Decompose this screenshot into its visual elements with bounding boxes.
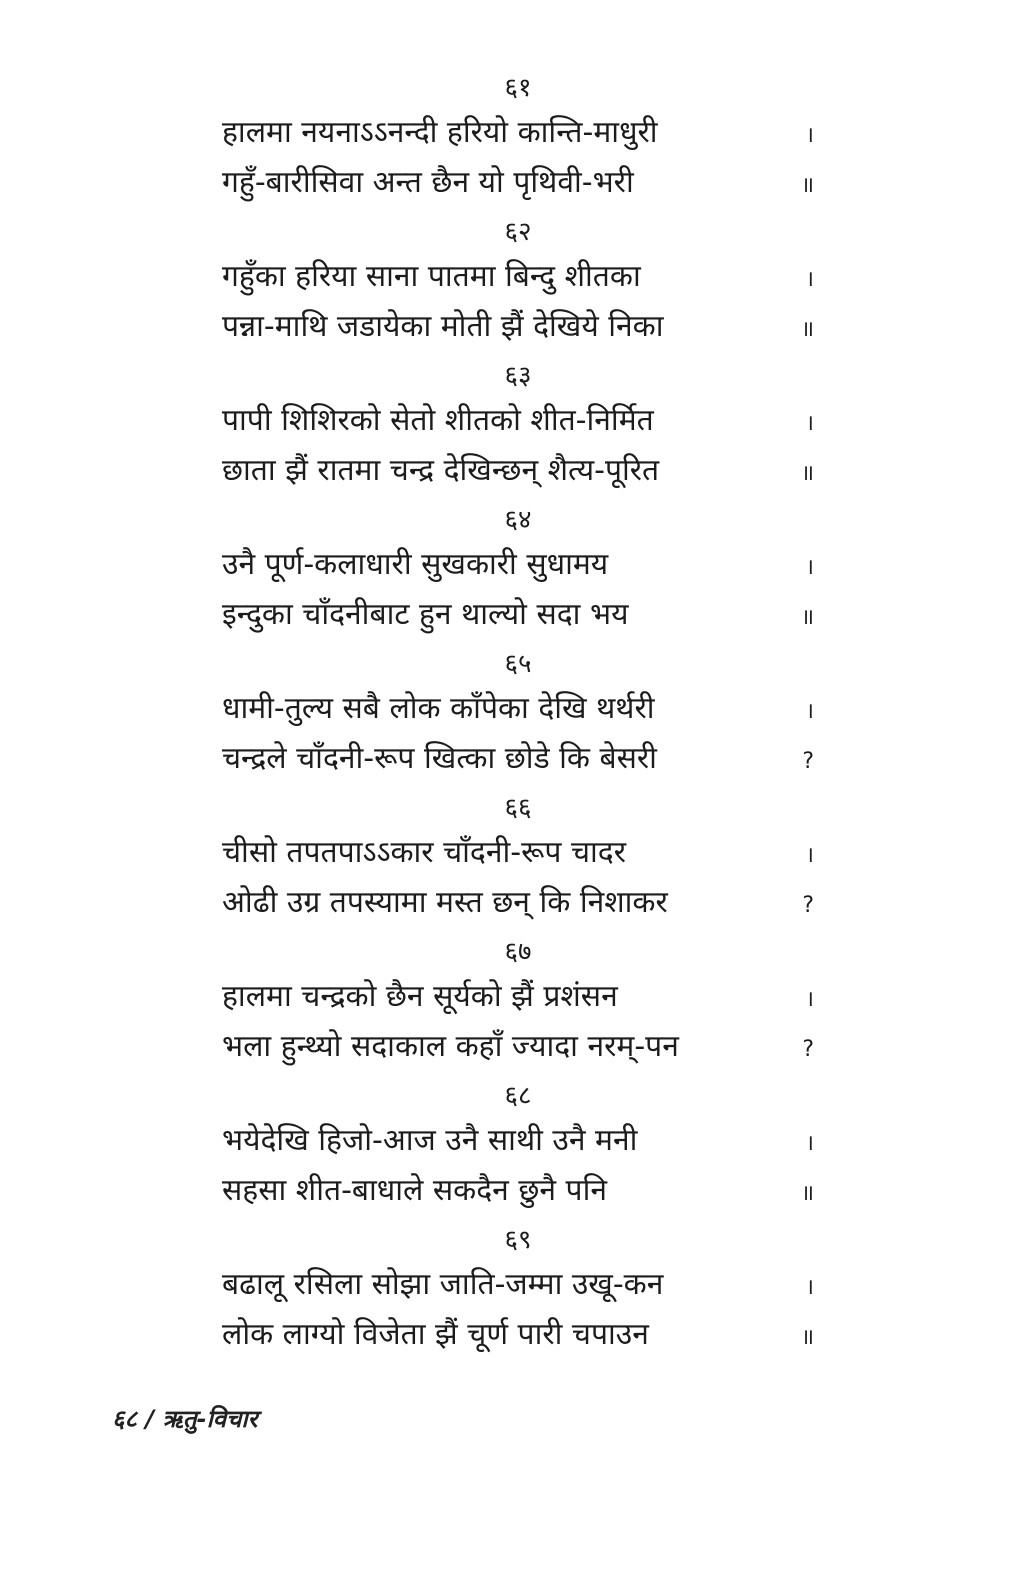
verse-text: बढालू रसिला सोझा जाति-जम्मा उखू-कन (222, 1267, 664, 1302)
verse-end-mark: । (805, 1131, 814, 1156)
verse-line (222, 1310, 814, 1360)
verse-end-mark: ॥ (800, 1325, 814, 1350)
verse-line (222, 878, 814, 928)
verse-end-mark: ॥ (800, 461, 814, 486)
stanza-number: ६९ (504, 1225, 532, 1255)
footer-separator: / (145, 1405, 155, 1433)
verse-end-mark: । (805, 555, 814, 580)
verse-text: भयेदेखि हिजो-आज उनै साथी उनै मनी (222, 1123, 638, 1158)
verse-line (222, 684, 814, 734)
verse-text: चीसो तपतपाऽऽकार चाँदनी-रूप चादर (222, 835, 626, 870)
verse-text: ओढी उग्र तपस्यामा मस्त छन् कि निशाकर (222, 885, 668, 920)
verse-text: गहुँ-बारीसिवा अन्त छैन यो पृथिवी-भरी (222, 165, 634, 200)
stanza (222, 356, 822, 500)
verse-text: भला हुन्थ्यो सदाकाल कहाँ ज्यादा नरम्-पन (222, 1029, 679, 1064)
stanza (222, 1076, 822, 1220)
verse-end-mark: ? (802, 893, 814, 918)
verse-text: छाता झैं रातमा चन्द्र देखिन्छन् शैत्य-पूरित (222, 453, 660, 488)
stanza-number: ६८ (504, 1081, 532, 1111)
verse-end-mark: । (805, 1275, 814, 1300)
verse-text: हालमा नयनाऽऽनन्दी हरियो कान्ति-माधुरी (222, 115, 658, 150)
verse-line (222, 1260, 814, 1310)
verse-end-mark: ॥ (800, 173, 814, 198)
verse-line (222, 108, 814, 158)
verse-line (222, 302, 814, 352)
stanza-number: ६३ (504, 361, 532, 391)
verse-end-mark: । (805, 411, 814, 436)
stanza-number: ६१ (504, 73, 532, 103)
stanza-number: ६४ (504, 505, 532, 535)
verse-line (222, 734, 814, 784)
verse-end-mark: । (805, 987, 814, 1012)
stanza-number: ६५ (504, 649, 532, 679)
verse-end-mark: । (805, 123, 814, 148)
poem-body (222, 68, 822, 1364)
verse-line (222, 590, 814, 640)
stanza (222, 1220, 822, 1364)
verse-text: धामी-तुल्य सबै लोक काँपेका देखि थर्थरी (222, 691, 655, 726)
verse-text: इन्दुका चाँदनीबाट हुन थाल्यो सदा भय (222, 597, 629, 632)
stanza (222, 500, 822, 644)
page-footer (112, 1402, 257, 1435)
verse-text: पन्ना-माथि जडायेका मोती झैं देखिये निका (222, 309, 664, 344)
stanza (222, 644, 822, 788)
verse-line (222, 446, 814, 496)
verse-line (222, 1116, 814, 1166)
stanza-number: ६२ (504, 217, 532, 247)
verse-text: सहसा शीत-बाधाले सकदैन छुनै पनि (222, 1173, 607, 1208)
book-title: ऋतु-विचार (162, 1405, 258, 1433)
stanza (222, 68, 822, 212)
verse-end-mark: । (805, 843, 814, 868)
stanza (222, 932, 822, 1076)
verse-end-mark: ॥ (800, 1181, 814, 1206)
stanza-number: ६६ (504, 793, 532, 823)
stanza (222, 788, 822, 932)
verse-line (222, 828, 814, 878)
verse-end-mark: ? (802, 1037, 814, 1062)
verse-line (222, 972, 814, 1022)
verse-text: गहुँका हरिया साना पातमा बिन्दु शीतका (222, 259, 641, 294)
stanza-number: ६७ (504, 937, 532, 967)
verse-line (222, 252, 814, 302)
page-number: ६८ (112, 1405, 137, 1433)
verse-text: पापी शिशिरको सेतो शीतको शीत-निर्मित (222, 403, 654, 438)
verse-end-mark: । (805, 267, 814, 292)
verse-text: लोक लाग्यो विजेता झैं चूर्ण पारी चपाउन (222, 1317, 649, 1352)
verse-text: हालमा चन्द्रको छैन सूर्यको झैं प्रशंसन (222, 979, 618, 1014)
verse-end-mark: । (805, 699, 814, 724)
verse-line (222, 1166, 814, 1216)
verse-end-mark: ॥ (800, 605, 814, 630)
verse-line (222, 540, 814, 590)
verse-text: उनै पूर्ण-कलाधारी सुखकारी सुधामय (222, 547, 609, 582)
verse-text: चन्द्रले चाँदनी-रूप खित्का छोडे कि बेसरी (222, 741, 657, 776)
verse-line (222, 158, 814, 208)
verse-end-mark: ? (802, 749, 814, 774)
verse-end-mark: ॥ (800, 317, 814, 342)
verse-line (222, 1022, 814, 1072)
verse-line (222, 396, 814, 446)
stanza (222, 212, 822, 356)
